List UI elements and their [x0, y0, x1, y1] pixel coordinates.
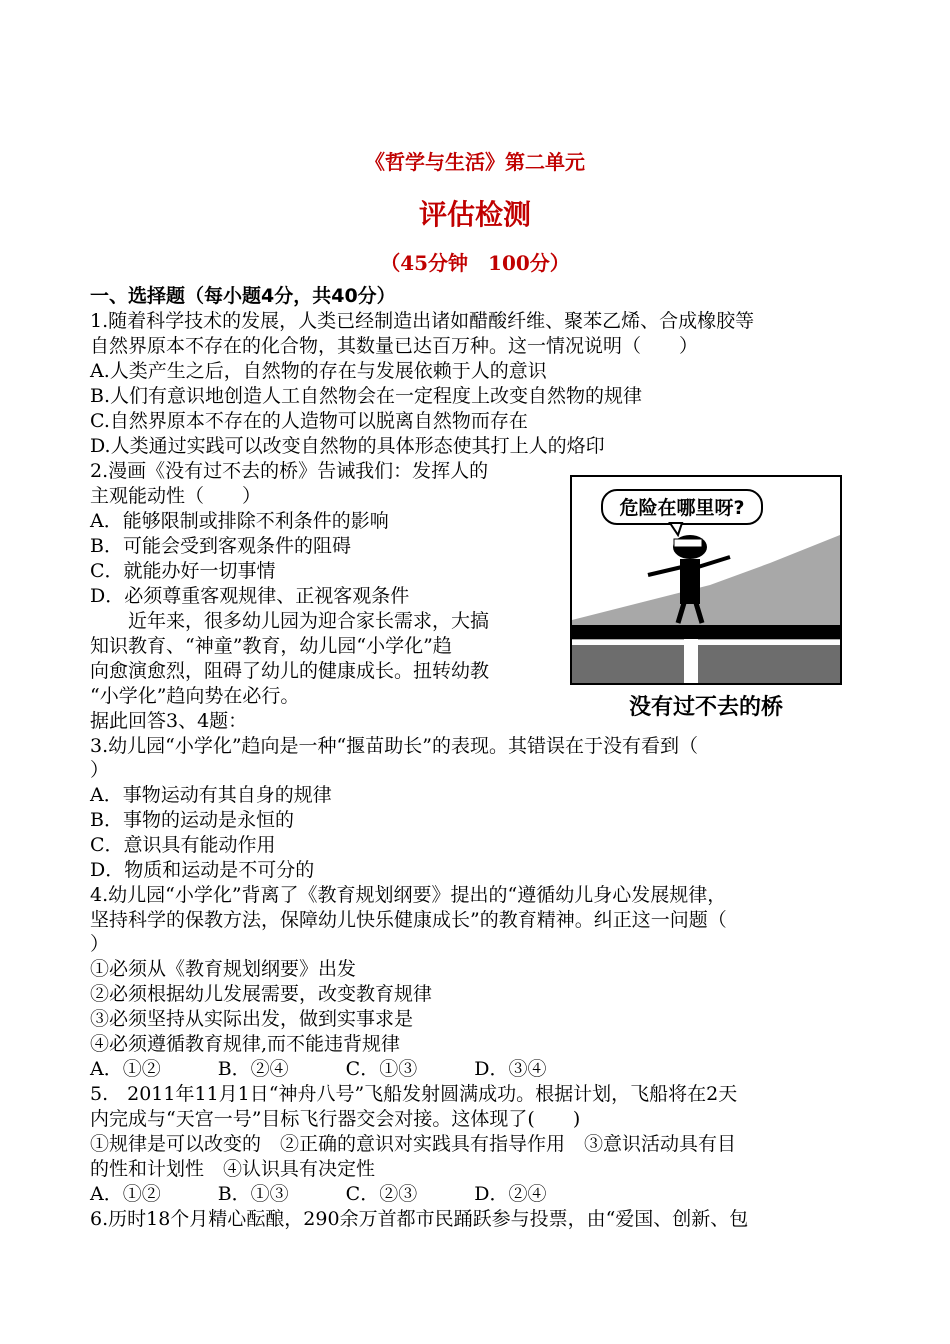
cartoon-caption: 没有过不去的桥 [628, 695, 783, 720]
text-line: C．就能办好一切事情 [90, 560, 276, 582]
text-line: A．能够限制或排除不利条件的影响 [90, 510, 389, 532]
document-title: 《哲学与生活》第二单元 [365, 150, 585, 174]
text-line: A．①② B．②④ C．①③ D．③④ [90, 1058, 547, 1080]
text-line: 3.幼儿园“小学化”趋向是一种“揠苗助长”的表现。其错误在于没有看到（ [90, 735, 698, 757]
text-line: B．可能会受到客观条件的阻碍 [90, 535, 351, 557]
text-line: “小学化”趋向势在必行。 [90, 685, 300, 707]
text-line: 坚持科学的保教方法，保障幼儿快乐健康成长”的教育精神。纠正这一问题（ [90, 909, 727, 931]
text-line: ①必须从《教育规划纲要》出发 [90, 958, 357, 980]
text-line: 1.随着科学技术的发展，人类已经制造出诸如醋酸纤维、聚苯乙烯、合成橡胶等 [90, 310, 755, 332]
document-meta: （45分钟 100分） [380, 251, 570, 275]
text-line: ） [90, 933, 110, 955]
text-line: A．事物运动有其自身的规律 [90, 784, 332, 806]
text-line: ④必须遵循教育规律,而不能违背规律 [90, 1033, 401, 1055]
text-line: A．①② B．①③ C．②③ D．②④ [90, 1183, 547, 1205]
text-line: 内完成与“天宫一号”目标飞行器交会对接。这体现了( ) [90, 1108, 581, 1130]
text-line: C.自然界原本不存在的人造物可以脱离自然物而存在 [90, 410, 528, 432]
text-line: 6.历时18个月精心酝酿，290余万首都市民踊跃参与投票，由“爱国、创新、包 [90, 1208, 749, 1230]
text-line: 据此回答3、4题： [90, 710, 248, 732]
text-line: 主观能动性（ ） [90, 485, 262, 507]
text-line: B．事物的运动是永恒的 [90, 809, 294, 831]
text-line: D．必须尊重客观规律、正视客观条件 [90, 585, 410, 607]
text-line: 4.幼儿园“小学化”背离了《教育规划纲要》提出的“遵循幼儿身心发展规律， [90, 884, 727, 906]
text-line: 知识教育、“神童”教育，幼儿园“小学化”趋 [90, 635, 452, 657]
text-line: 2.漫画《没有过不去的桥》告诫我们：发挥人的 [90, 460, 489, 482]
text-line: B.人们有意识地创造人工自然物会在一定程度上改变自然物的规律 [90, 385, 643, 407]
text-line: ①规律是可以改变的 ②正确的意识对实践具有指导作用 ③意识活动具有目 [90, 1133, 737, 1155]
cartoon-illustration [570, 475, 842, 685]
text-line: D.人类通过实践可以改变自然物的具体形态使其打上人的烙印 [90, 435, 605, 457]
text-line: C．意识具有能动作用 [90, 834, 276, 856]
text-line: 向愈演愈烈，阻碍了幼儿的健康成长。扭转幼教 [90, 660, 490, 682]
text-line: 近年来，很多幼儿园为迎合家长需求，大搞 [90, 610, 490, 632]
document-subtitle: 评估检测 [418, 198, 531, 231]
text-line: ②必须根据幼儿发展需要，改变教育规律 [90, 983, 433, 1005]
text-line: ） [90, 759, 110, 781]
text-line: 的性和计划性 ④认识具有决定性 [90, 1158, 376, 1180]
section-heading: 一、选择题（每小题4分，共40分） [90, 285, 396, 307]
text-line: ③必须坚持从实际出发，做到实事求是 [90, 1008, 414, 1030]
text-line: D．物质和运动是不可分的 [90, 859, 315, 881]
speech-text: 危险在哪里呀? [619, 497, 745, 519]
text-line: 5. 2011年11月1日“神舟八号”飞船发射圆满成功。根据计划，飞船将在2天 [90, 1083, 738, 1105]
text-line: A.人类产生之后，自然物的存在与发展依赖于人的意识 [90, 360, 547, 382]
text-line: 自然界原本不存在的化合物，其数量已达百万种。这一情况说明（ ） [90, 335, 699, 357]
